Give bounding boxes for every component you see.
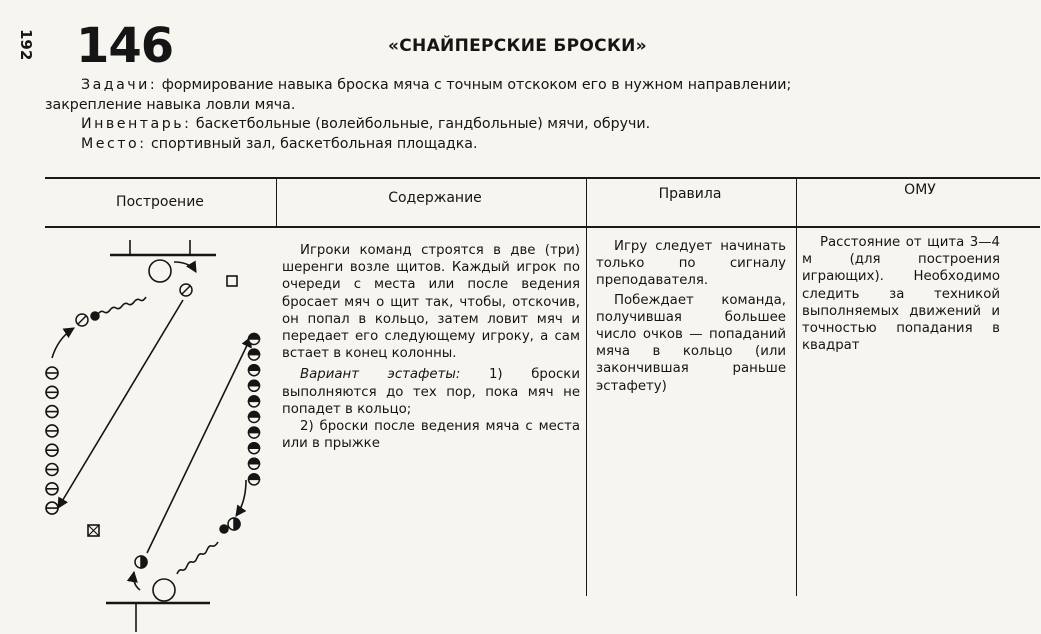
dribble-wave-top: [98, 297, 146, 314]
team-a-player-icon: [46, 425, 58, 437]
team-b-player-icon: [249, 412, 260, 423]
header-content: Содержание: [388, 190, 482, 206]
tasks-label: Задачи:: [81, 77, 158, 93]
team-b-player-icon: [249, 380, 260, 391]
team-a-player-icon: [46, 386, 58, 398]
team-a-player-icon: [46, 483, 58, 495]
pass-line-left: [58, 300, 183, 508]
curved-arrow-top: [174, 262, 196, 272]
team-b-player-icon: [249, 396, 260, 407]
rules-paragraph-1: Игру следует начинать только по сигналу преподавателя.: [596, 239, 786, 289]
top-hoop-icon: [149, 260, 171, 282]
team-b-player-icon: [249, 334, 260, 345]
inventory-label: Инвентарь:: [81, 116, 192, 132]
team-b-player-icon: [249, 349, 260, 360]
dribble-wave-bottom: [177, 542, 218, 574]
header-formation: Построение: [116, 194, 204, 210]
team-b-player-icon: [249, 365, 260, 376]
content-paragraph-1: Игроки команд строятся в две (три) шеренги возле щитов. Каждый игрок по очереди с места или после ведения бросает мяч о щит так, чтобы, отскочив, он попал в кольцо, затем ловит мяч и передает его следующему игроку, а сам встает в конец колонны.: [282, 243, 580, 362]
team-a-column: [46, 367, 58, 514]
omu-paragraph-1: Расстояние от щита 3—4 м (для построения играющих). Необходимо следить за техникой выполняемых движений и точностью попадания в квадрат: [802, 235, 1000, 354]
place-text: спортивный зал, баскетбольная площадка.: [146, 135, 478, 152]
header-omu: ОМУ: [904, 182, 936, 198]
team-b-player-icon: [249, 458, 260, 469]
rules-paragraph-2: Побеждает команда, получившая большее число очков — попаданий мяча в кольцо (или закончившая раньше эстафету): [596, 292, 786, 394]
team-b-player-icon: [249, 443, 260, 454]
curved-arrow-right: [236, 480, 246, 516]
curved-arrow-left: [52, 328, 74, 358]
exercise-number: 146: [76, 18, 174, 74]
team-a-player-icon: [46, 406, 58, 418]
tasks-text: формирование навыка броска мяча с точным отскоком его в нужном направлении;: [157, 77, 792, 93]
player-top-thrower-icon: [180, 284, 192, 296]
team-a-player-icon: [46, 502, 58, 514]
header-rules: Правила: [658, 186, 722, 202]
exercise-title: «СНАЙПЕРСКИЕ БРОСКИ»: [388, 36, 647, 56]
bottom-hoop-icon: [153, 579, 175, 601]
variant-text: 1) броски выполняются до тех пор, пока мяч не попадет в кольцо;: [282, 367, 580, 417]
team-b-column: [249, 334, 260, 485]
curved-arrow-bottom: [134, 572, 140, 590]
team-a-player-icon: [46, 444, 58, 456]
player-top-dribbler-icon: [76, 312, 99, 326]
player-bottom-thrower-icon: [135, 556, 147, 568]
tasks-line-2: закрепление навыка ловли мяча.: [45, 96, 296, 113]
team-b-player-icon: [249, 474, 260, 485]
target-square-icon: [227, 276, 237, 286]
team-a-player-icon: [46, 464, 58, 476]
place-label: Место:: [81, 135, 147, 152]
team-a-player-icon: [46, 367, 58, 379]
player-bottom-dribbler-icon: [220, 518, 240, 533]
target-square-cross: [88, 525, 99, 536]
team-b-player-icon: [249, 427, 260, 438]
inventory-text: баскетбольные (волейбольные, гандбольные) мячи, обручи.: [191, 116, 651, 132]
page-number: 192: [17, 29, 35, 61]
content-paragraph-3: 2) броски после ведения мяча с места или в прыжке: [282, 419, 580, 452]
variant-label: Вариант эстафеты:: [300, 367, 461, 383]
